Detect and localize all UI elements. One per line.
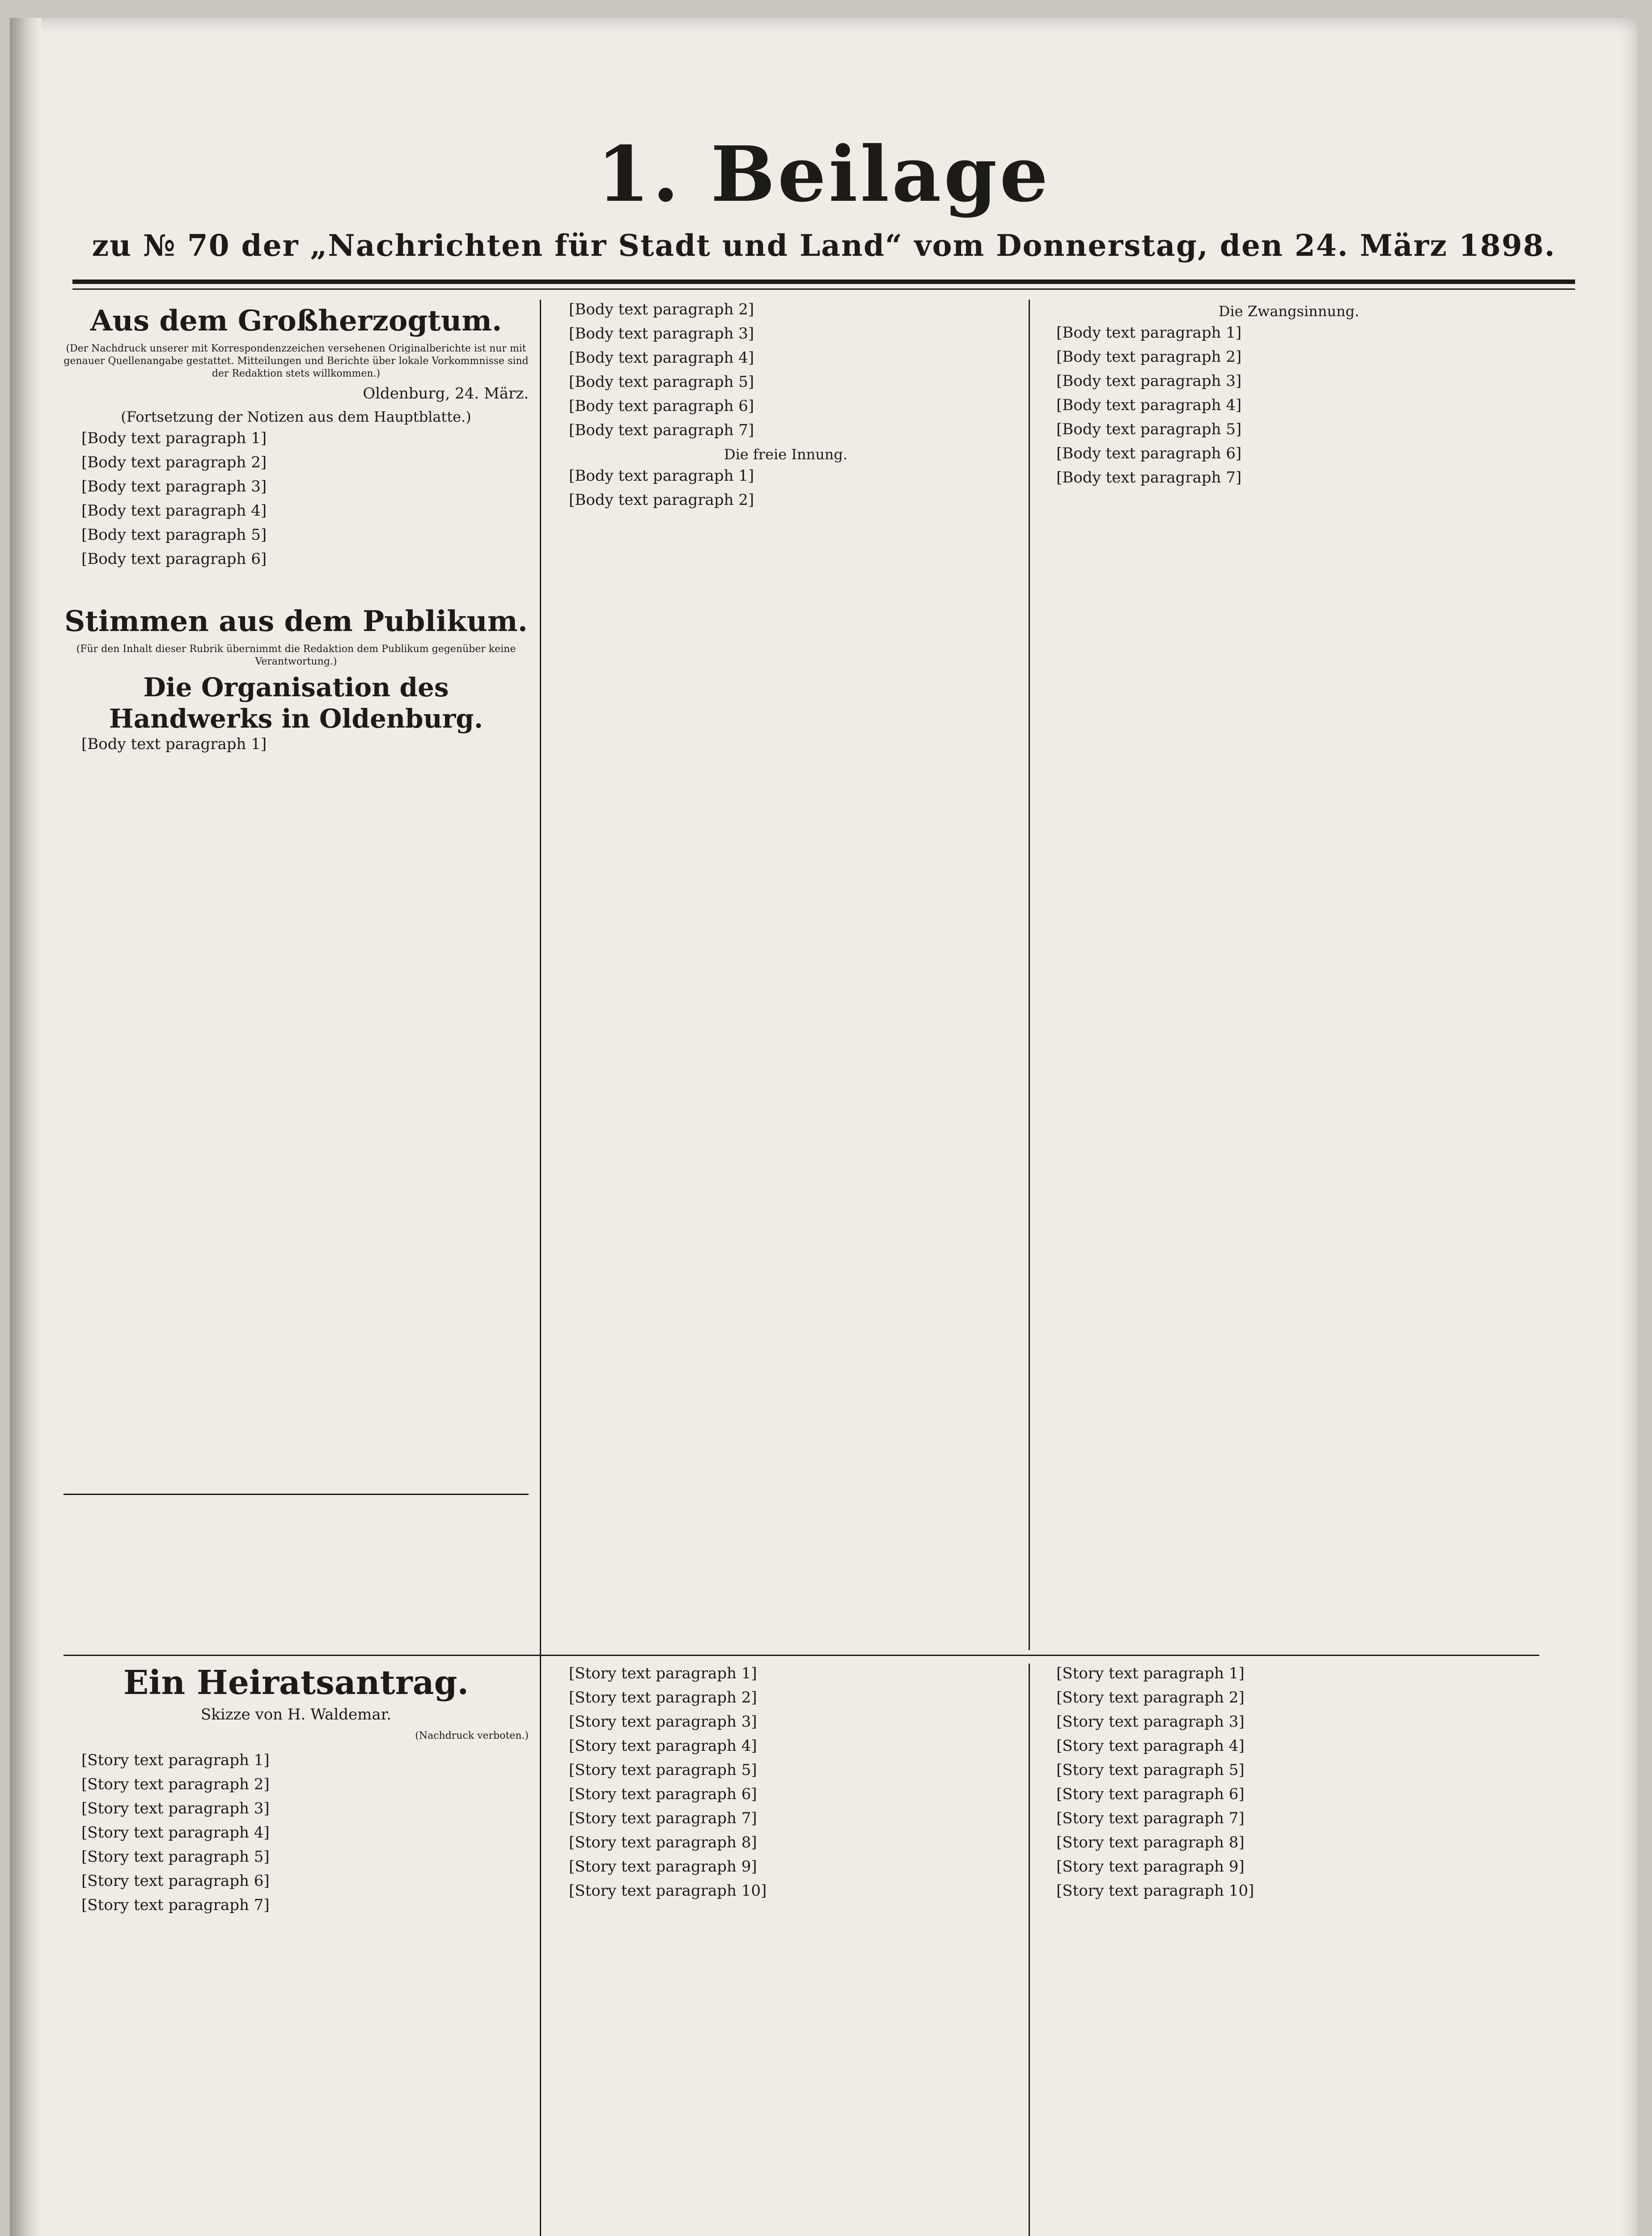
paragraph: [Body text paragraph 2] (569, 491, 754, 509)
supplement-title: 1. Beilage (597, 130, 1051, 219)
paragraph: [Story text paragraph 5] (569, 1761, 757, 1779)
paragraph: [Story text paragraph 3] (81, 1800, 270, 1817)
supplement-subtitle: zu № 70 der „Nachrichten für Stadt und Land“ vom Donnerstag, den 24. März 1898. (92, 228, 1556, 263)
page-binding-edge (10, 18, 41, 2236)
paragraph: [Body text paragraph 3] (1056, 372, 1242, 390)
paragraph: [Story text paragraph 9] (569, 1858, 757, 1876)
paragraph: [Story text paragraph 4] (569, 1737, 757, 1755)
paragraph: [Story text paragraph 2] (569, 1689, 757, 1707)
column-rule-3 (1029, 1664, 1030, 2236)
section-title-grand-duchy: Aus dem Großherzogtum. (90, 304, 502, 338)
paragraph: [Body text paragraph 1] (81, 735, 267, 753)
paragraph: [Body text paragraph 1] (81, 429, 267, 447)
paragraph: [Body text paragraph 4] (81, 502, 267, 520)
continuation-note: (Fortsetzung der Notizen aus dem Hauptblatte.) (121, 408, 471, 425)
dateline: Oldenburg, 24. März. (363, 385, 529, 402)
paragraph: [Story text paragraph 7] (1056, 1809, 1245, 1827)
masthead-thin-rule (72, 288, 1575, 290)
story-title: Ein Heiratsantrag. (123, 1664, 469, 1702)
paragraph: [Body text paragraph 1] (569, 467, 754, 485)
paragraph: [Story text paragraph 2] (1056, 1689, 1245, 1707)
newspaper-page (10, 18, 1638, 2236)
paragraph: [Story text paragraph 4] (81, 1824, 270, 1842)
paragraph: [Body text paragraph 6] (1056, 445, 1242, 462)
paragraph: [Story text paragraph 6] (81, 1872, 270, 1890)
paragraph: [Body text paragraph 2] (569, 301, 754, 318)
paragraph: [Body text paragraph 3] (569, 325, 754, 343)
paragraph: [Story text paragraph 8] (569, 1834, 757, 1851)
section-note: (Für den Inhalt dieser Rubrik übernimmt die Redaktion dem Publikum gegenüber keine Verantwortung.) (76, 644, 516, 667)
paragraph: [Body text paragraph 3] (81, 478, 267, 495)
paragraph: [Story text paragraph 7] (569, 1809, 757, 1827)
paragraph: [Story text paragraph 1] (1056, 1664, 1245, 1682)
masthead-thick-rule (72, 280, 1575, 284)
article-title: Die Organisation des Handwerks in Oldenburg. (109, 672, 483, 734)
paragraph: [Body text paragraph 2] (1056, 348, 1242, 366)
paragraph: [Story text paragraph 4] (1056, 1737, 1245, 1755)
paragraph: [Story text paragraph 3] (569, 1713, 757, 1731)
column-middle (551, 300, 1021, 1650)
paragraph: [Body text paragraph 1] (1056, 324, 1242, 342)
section-title-public-voices: Stimmen aus dem Publikum. (64, 605, 528, 638)
paragraph: [Body text paragraph 4] (1056, 396, 1242, 414)
column-right (1038, 300, 1539, 1650)
subheading-free-guild: Die freie Innung. (724, 446, 848, 463)
paragraph: [Story text paragraph 1] (81, 1751, 270, 1769)
paragraph: [Body text paragraph 7] (569, 421, 754, 439)
paragraph: [Story text paragraph 10] (1056, 1882, 1254, 1900)
paragraph: [Body text paragraph 6] (569, 397, 754, 415)
paragraph: [Story text paragraph 5] (81, 1848, 270, 1866)
paragraph: [Story text paragraph 8] (1056, 1834, 1245, 1851)
paragraph: [Body text paragraph 6] (81, 550, 267, 568)
section-note: (Der Nachdruck unserer mit Korrespondenzzeichen versehenen Originalberichte ist nur mit genauer Quellenangabe gestattet. Mitteilungen und Berichte über lokale Vorkommnisse sind der Redaktion stets willkommen.) (64, 343, 529, 379)
paragraph: [Body text paragraph 5] (81, 526, 267, 544)
paragraph: [Story text paragraph 6] (569, 1785, 757, 1803)
paragraph: [Story text paragraph 7] (81, 1896, 270, 1914)
paragraph: [Body text paragraph 7] (1056, 469, 1242, 487)
paragraph: [Story text paragraph 6] (1056, 1785, 1245, 1803)
paragraph: [Body text paragraph 2] (81, 453, 267, 471)
reprint-notice: (Nachdruck verboten.) (415, 1730, 529, 1741)
paragraph: [Story text paragraph 1] (569, 1664, 757, 1682)
paragraph: [Body text paragraph 5] (569, 373, 754, 391)
paragraph: [Story text paragraph 2] (81, 1775, 270, 1793)
paragraph: [Story text paragraph 9] (1056, 1858, 1245, 1876)
column-rule-1 (540, 300, 541, 2236)
story-column-right (1038, 1664, 1539, 2236)
paragraph: [Body text paragraph 5] (1056, 420, 1242, 438)
paragraph: [Story text paragraph 10] (569, 1882, 767, 1900)
subheading-compulsory-guild: Die Zwangsinnung. (1218, 303, 1360, 320)
paragraph: [Story text paragraph 5] (1056, 1761, 1245, 1779)
story-column-left (64, 1664, 529, 2236)
story-column-middle (551, 1664, 1021, 2236)
paragraph: [Body text paragraph 4] (569, 349, 754, 367)
story-byline: Skizze von H. Waldemar. (200, 1706, 392, 1724)
column-rule-2 (1029, 300, 1030, 1650)
paragraph: [Story text paragraph 3] (1056, 1713, 1245, 1731)
